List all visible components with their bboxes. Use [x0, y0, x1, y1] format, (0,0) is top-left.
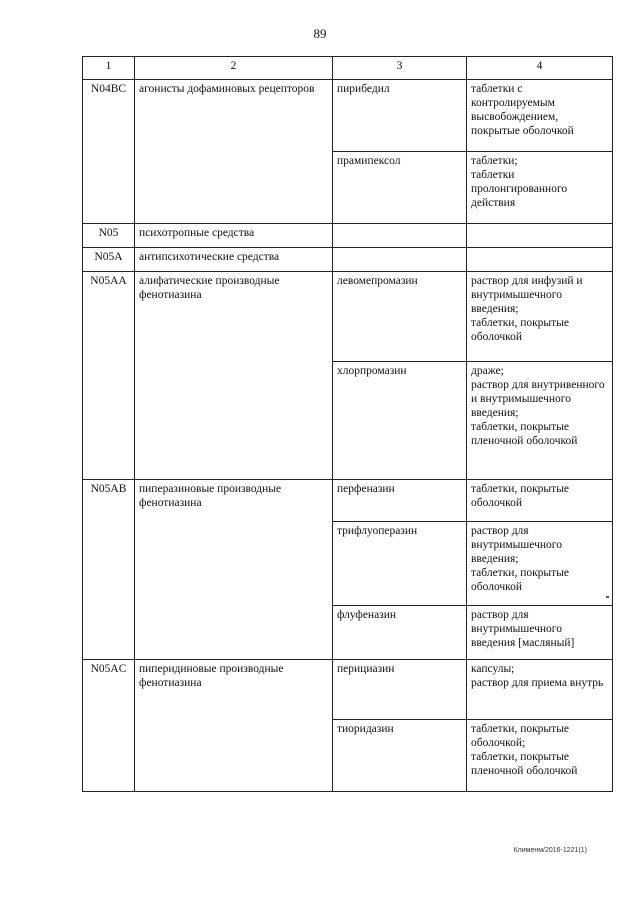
atc-code-cell: N04BC: [83, 80, 135, 224]
table-row: [83, 80, 613, 152]
atc-code-cell: N05: [83, 224, 135, 248]
substance-cell: хлорпромазин: [333, 362, 467, 480]
substance-cell: перициазин: [333, 660, 467, 720]
substance-cell: левомепромазин: [333, 272, 467, 362]
footer-code: Клименм/2016-1221(1): [513, 847, 587, 854]
group-name-cell: пиперидиновые производные фенотиазина: [135, 660, 333, 792]
column-header: 3: [333, 57, 467, 80]
table-row: [83, 224, 613, 248]
dosage-forms-cell: [467, 660, 613, 720]
dosage-form-line: таблетки, покрытые оболочкой: [471, 483, 570, 509]
page-number: 89: [313, 26, 327, 41]
table-row: [83, 248, 613, 272]
dosage-form-line: таблетки с контролируемым высвобождением, покрытые оболочкой: [471, 83, 574, 137]
drug-list-table: [82, 56, 613, 792]
substance-cell: пирибедил: [333, 80, 467, 152]
substance-cell: [333, 248, 467, 272]
dosage-form-line: таблетки, покрытые оболочкой;: [471, 723, 570, 749]
group-name-cell: алифатические производные фенотиазина: [135, 272, 333, 480]
table-row: [83, 660, 613, 720]
group-name-cell: агонисты дофаминовых рецепторов: [135, 80, 333, 224]
table-header-row: [83, 57, 613, 80]
dosage-form-line: таблетки, покрытые пленочной оболочкой: [471, 421, 578, 447]
dosage-forms-cell: [467, 248, 613, 272]
atc-code-cell: N05AB: [83, 480, 135, 660]
column-header: 4: [467, 57, 613, 80]
substance-cell: перфеназин: [333, 480, 467, 522]
dosage-forms-cell: [467, 224, 613, 248]
group-name-cell: антипсихотические средства: [135, 248, 333, 272]
dosage-form-line: раствор для внутримышечного введения;: [471, 525, 562, 565]
dosage-forms-cell: [467, 480, 613, 522]
substance-cell: трифлуоперазин: [333, 522, 467, 606]
group-name-cell: психотропные средства: [135, 224, 333, 248]
atc-code-cell: N05A: [83, 248, 135, 272]
dosage-form-line: раствор для приема внутрь: [471, 677, 604, 689]
substance-cell: тиоридазин: [333, 720, 467, 792]
table-row: [83, 272, 613, 362]
substance-cell: прамипексол: [333, 152, 467, 224]
dosage-form-line: раствор для инфузий и внутримышечного введения;: [471, 275, 583, 315]
dosage-forms-cell: [467, 272, 613, 362]
dosage-forms-cell: [467, 152, 613, 224]
substance-cell: флуфеназин: [333, 606, 467, 660]
dosage-form-line: раствор для внутримышечного введения [масляный]: [471, 609, 575, 649]
dosage-forms-cell: [467, 522, 613, 606]
dosage-form-line: таблетки, покрытые оболочкой: [471, 317, 570, 343]
dosage-forms-cell: [467, 80, 613, 152]
dosage-form-line: таблетки пролонгированного действия: [471, 169, 568, 209]
dosage-forms-cell: [467, 606, 613, 660]
atc-code-cell: N05AA: [83, 272, 135, 480]
table-row: [83, 480, 613, 522]
scan-mark: [606, 596, 609, 598]
column-header: 1: [83, 57, 135, 80]
dosage-forms-cell: [467, 720, 613, 792]
dosage-form-line: драже;: [471, 365, 504, 377]
group-name-cell: пиперазиновые производные фенотиазина: [135, 480, 333, 660]
substance-cell: [333, 224, 467, 248]
dosage-form-line: таблетки, покрытые оболочкой: [471, 567, 570, 593]
dosage-forms-cell: [467, 362, 613, 480]
atc-code-cell: N05AC: [83, 660, 135, 792]
table-body: [83, 80, 613, 792]
dosage-form-line: раствор для внутривенного и внутримышечного введения;: [471, 379, 605, 419]
dosage-form-line: таблетки;: [471, 155, 518, 167]
column-header: 2: [135, 57, 333, 80]
dosage-form-line: таблетки, покрытые пленочной оболочкой: [471, 751, 578, 777]
dosage-form-line: капсулы;: [471, 663, 515, 675]
